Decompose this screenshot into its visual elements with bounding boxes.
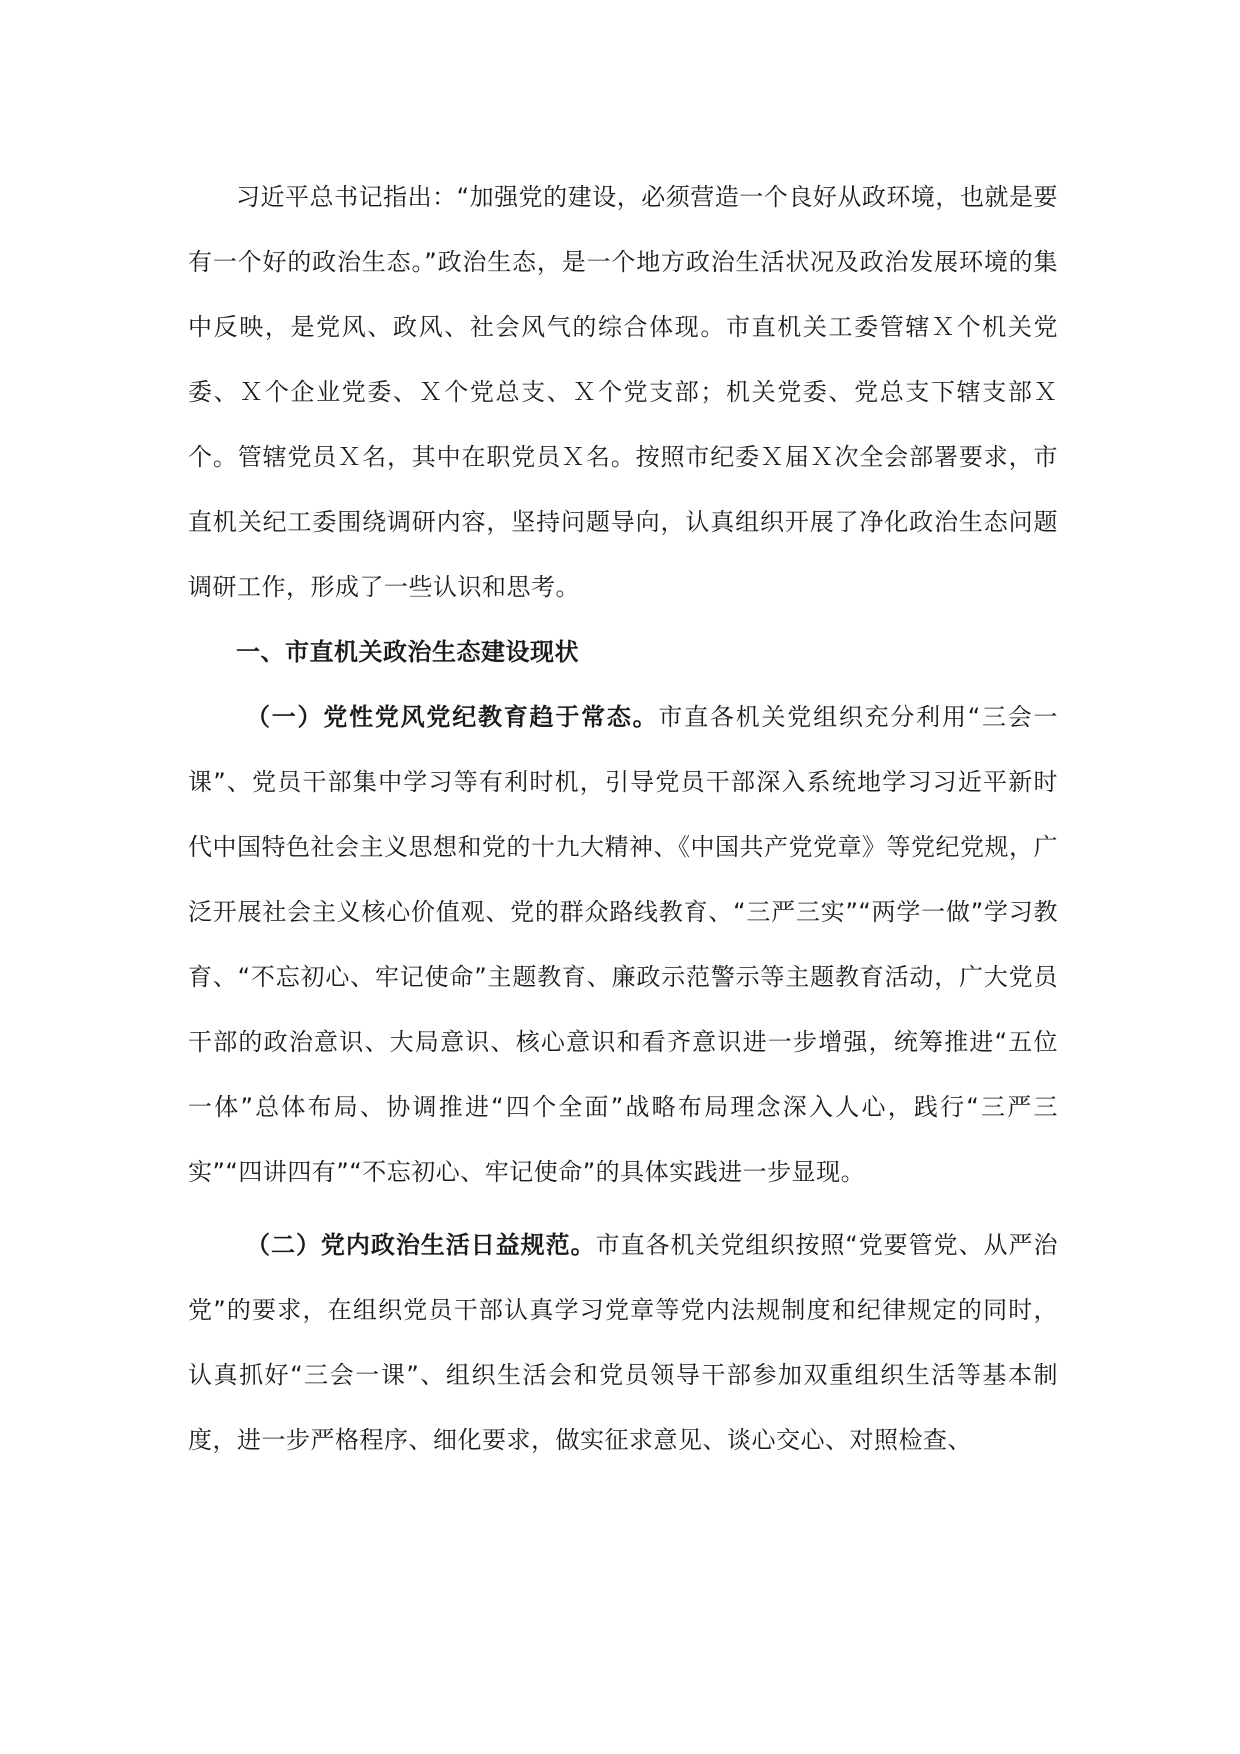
subsection-1-title: （一）党性党风党纪教育趋于常态。 — [246, 703, 659, 731]
section-1-heading: 一、市直机关政治生态建设现状 — [236, 638, 579, 666]
subsection-1-paragraph — [188, 685, 1058, 1205]
subsection-2-body: 市直各机关党组织按照“党要管党、从严治党”的要求，在组织党员干部认真学习党章等党内法规制度和纪律规定的同时，认真抓好“三会一课”、组织生活会和党员领导干部参加双重组织生活等基本制度，进一步严格程序、细化要求，做实征求意见、谈心交心、对照检查、 — [188, 1231, 1058, 1454]
subsection-2-paragraph — [188, 1213, 1058, 1473]
intro-paragraph: 习近平总书记指出：“加强党的建设，必须营造一个良好从政环境，也就是要有一个好的政治生态。”政治生态，是一个地方政治生活状况及政治发展环境的集中反映，是党风、政风、社会风气的综合体现。市直机关工委管辖Ｘ个机关党委、Ｘ个企业党委、Ｘ个党总支、Ｘ个党支部；机关党委、党总支下辖支部Ｘ个。管辖党员Ｘ名，其中在职党员Ｘ名。按照市纪委Ｘ届Ｘ次全会部署要求，市直机关纪工委围绕调研内容，坚持问题导向，认真组织开展了净化政治生态问题调研工作，形成了一些认识和思考。 — [188, 183, 1058, 601]
document-body — [188, 165, 1058, 1473]
subsection-1-body: 市直各机关党组织充分利用“三会一课”、党员干部集中学习等有利时机，引导党员干部深入系统地学习习近平新时代中国特色社会主义思想和党的十九大精神、《中国共产党党章》等党纪党规，广泛开展社会主义核心价值观、党的群众路线教育、“三严三实”“两学一做”学习教育、“不忘初心、牢记使命”主题教育、廉政示范警示等主题教育活动，广大党员干部的政治意识、大局意识、核心意识和看齐意识进一步增强，统筹推进“五位一体”总体布局、协调推进“四个全面”战略布局理念深入人心，践行“三严三实”“四讲四有”“不忘初心、牢记使命”的具体实践进一步显现。 — [188, 703, 1058, 1186]
subsection-2-title: （二）党内政治生活日益规范。 — [246, 1231, 596, 1259]
